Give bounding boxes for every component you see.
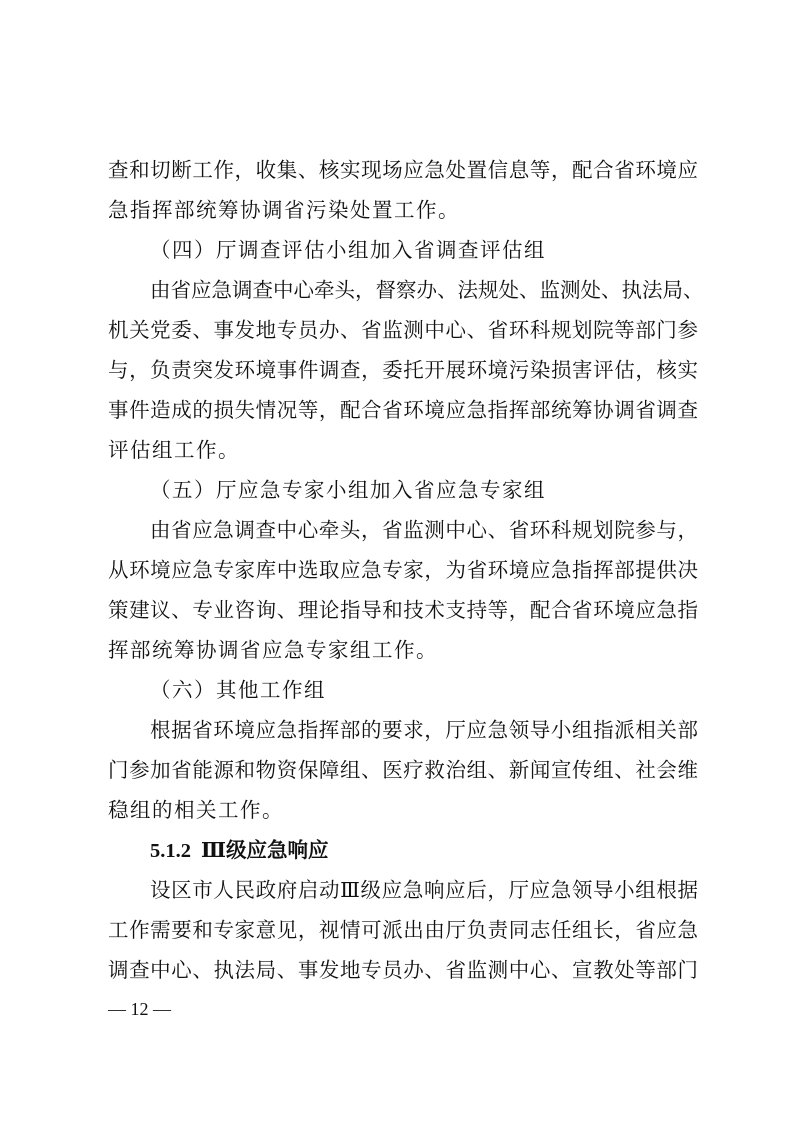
paragraph-line: 由省应急调查中心牵头，省监测中心、省环科规划院参与， xyxy=(150,518,698,542)
paragraph-line: 策建议、专业咨询、理论指导和技术支持等，配合省环境应急指 xyxy=(108,598,698,622)
paragraph-line: 门参加省能源和物资保障组、医疗救治组、新闻宣传组、社会维 xyxy=(108,758,698,782)
section-heading xyxy=(150,830,328,870)
paragraph-line: 从环境应急专家库中选取应急专家，为省环境应急指挥部提供决 xyxy=(108,558,698,582)
paragraph-line: 急指挥部统筹协调省污染处置工作。 xyxy=(108,198,460,222)
group-heading: （五）厅应急专家小组加入省应急专家组 xyxy=(150,478,546,502)
group-heading: （四）厅调查评估小组加入省调查评估组 xyxy=(150,238,546,262)
paragraph-line: 根据省环境应急指挥部的要求，厅应急领导小组指派相关部 xyxy=(150,718,698,742)
paragraph-line: 稳组的相关工作。 xyxy=(108,798,284,822)
paragraph-line: 工作需要和专家意见，视情可派出由厅负责同志任组长，省应急 xyxy=(108,918,698,942)
page-number: — 12 — xyxy=(108,999,171,1019)
paragraph-line: 机关党委、事发地专员办、省监测中心、省环科规划院等部门参 xyxy=(108,318,698,342)
paragraph-line: 由省应急调查中心牵头，督察办、法规处、监测处、执法局、 xyxy=(150,278,704,302)
paragraph-line: 事件造成的损失情况等，配合省环境应急指挥部统筹协调省调查 xyxy=(108,398,698,422)
group-heading: （六）其他工作组 xyxy=(150,678,326,702)
section-number: 5.1.2 xyxy=(150,840,191,862)
paragraph-line: 设区市人民政府启动Ⅲ级应急响应后，厅应急领导小组根据 xyxy=(150,878,698,902)
paragraph-line: 与，负责突发环境事件调查，委托开展环境污染损害评估，核实 xyxy=(108,358,698,382)
section-title: Ⅲ级应急响应 xyxy=(201,838,329,862)
paragraph-line: 评估组工作。 xyxy=(108,438,240,462)
paragraph-line: 挥部统筹协调省应急专家组工作。 xyxy=(108,638,438,662)
paragraph-line: 调查中心、执法局、事发地专员办、省监测中心、宣教处等部门 xyxy=(108,958,698,982)
paragraph-line: 查和切断工作，收集、核实现场应急处置信息等，配合省环境应 xyxy=(108,158,698,182)
